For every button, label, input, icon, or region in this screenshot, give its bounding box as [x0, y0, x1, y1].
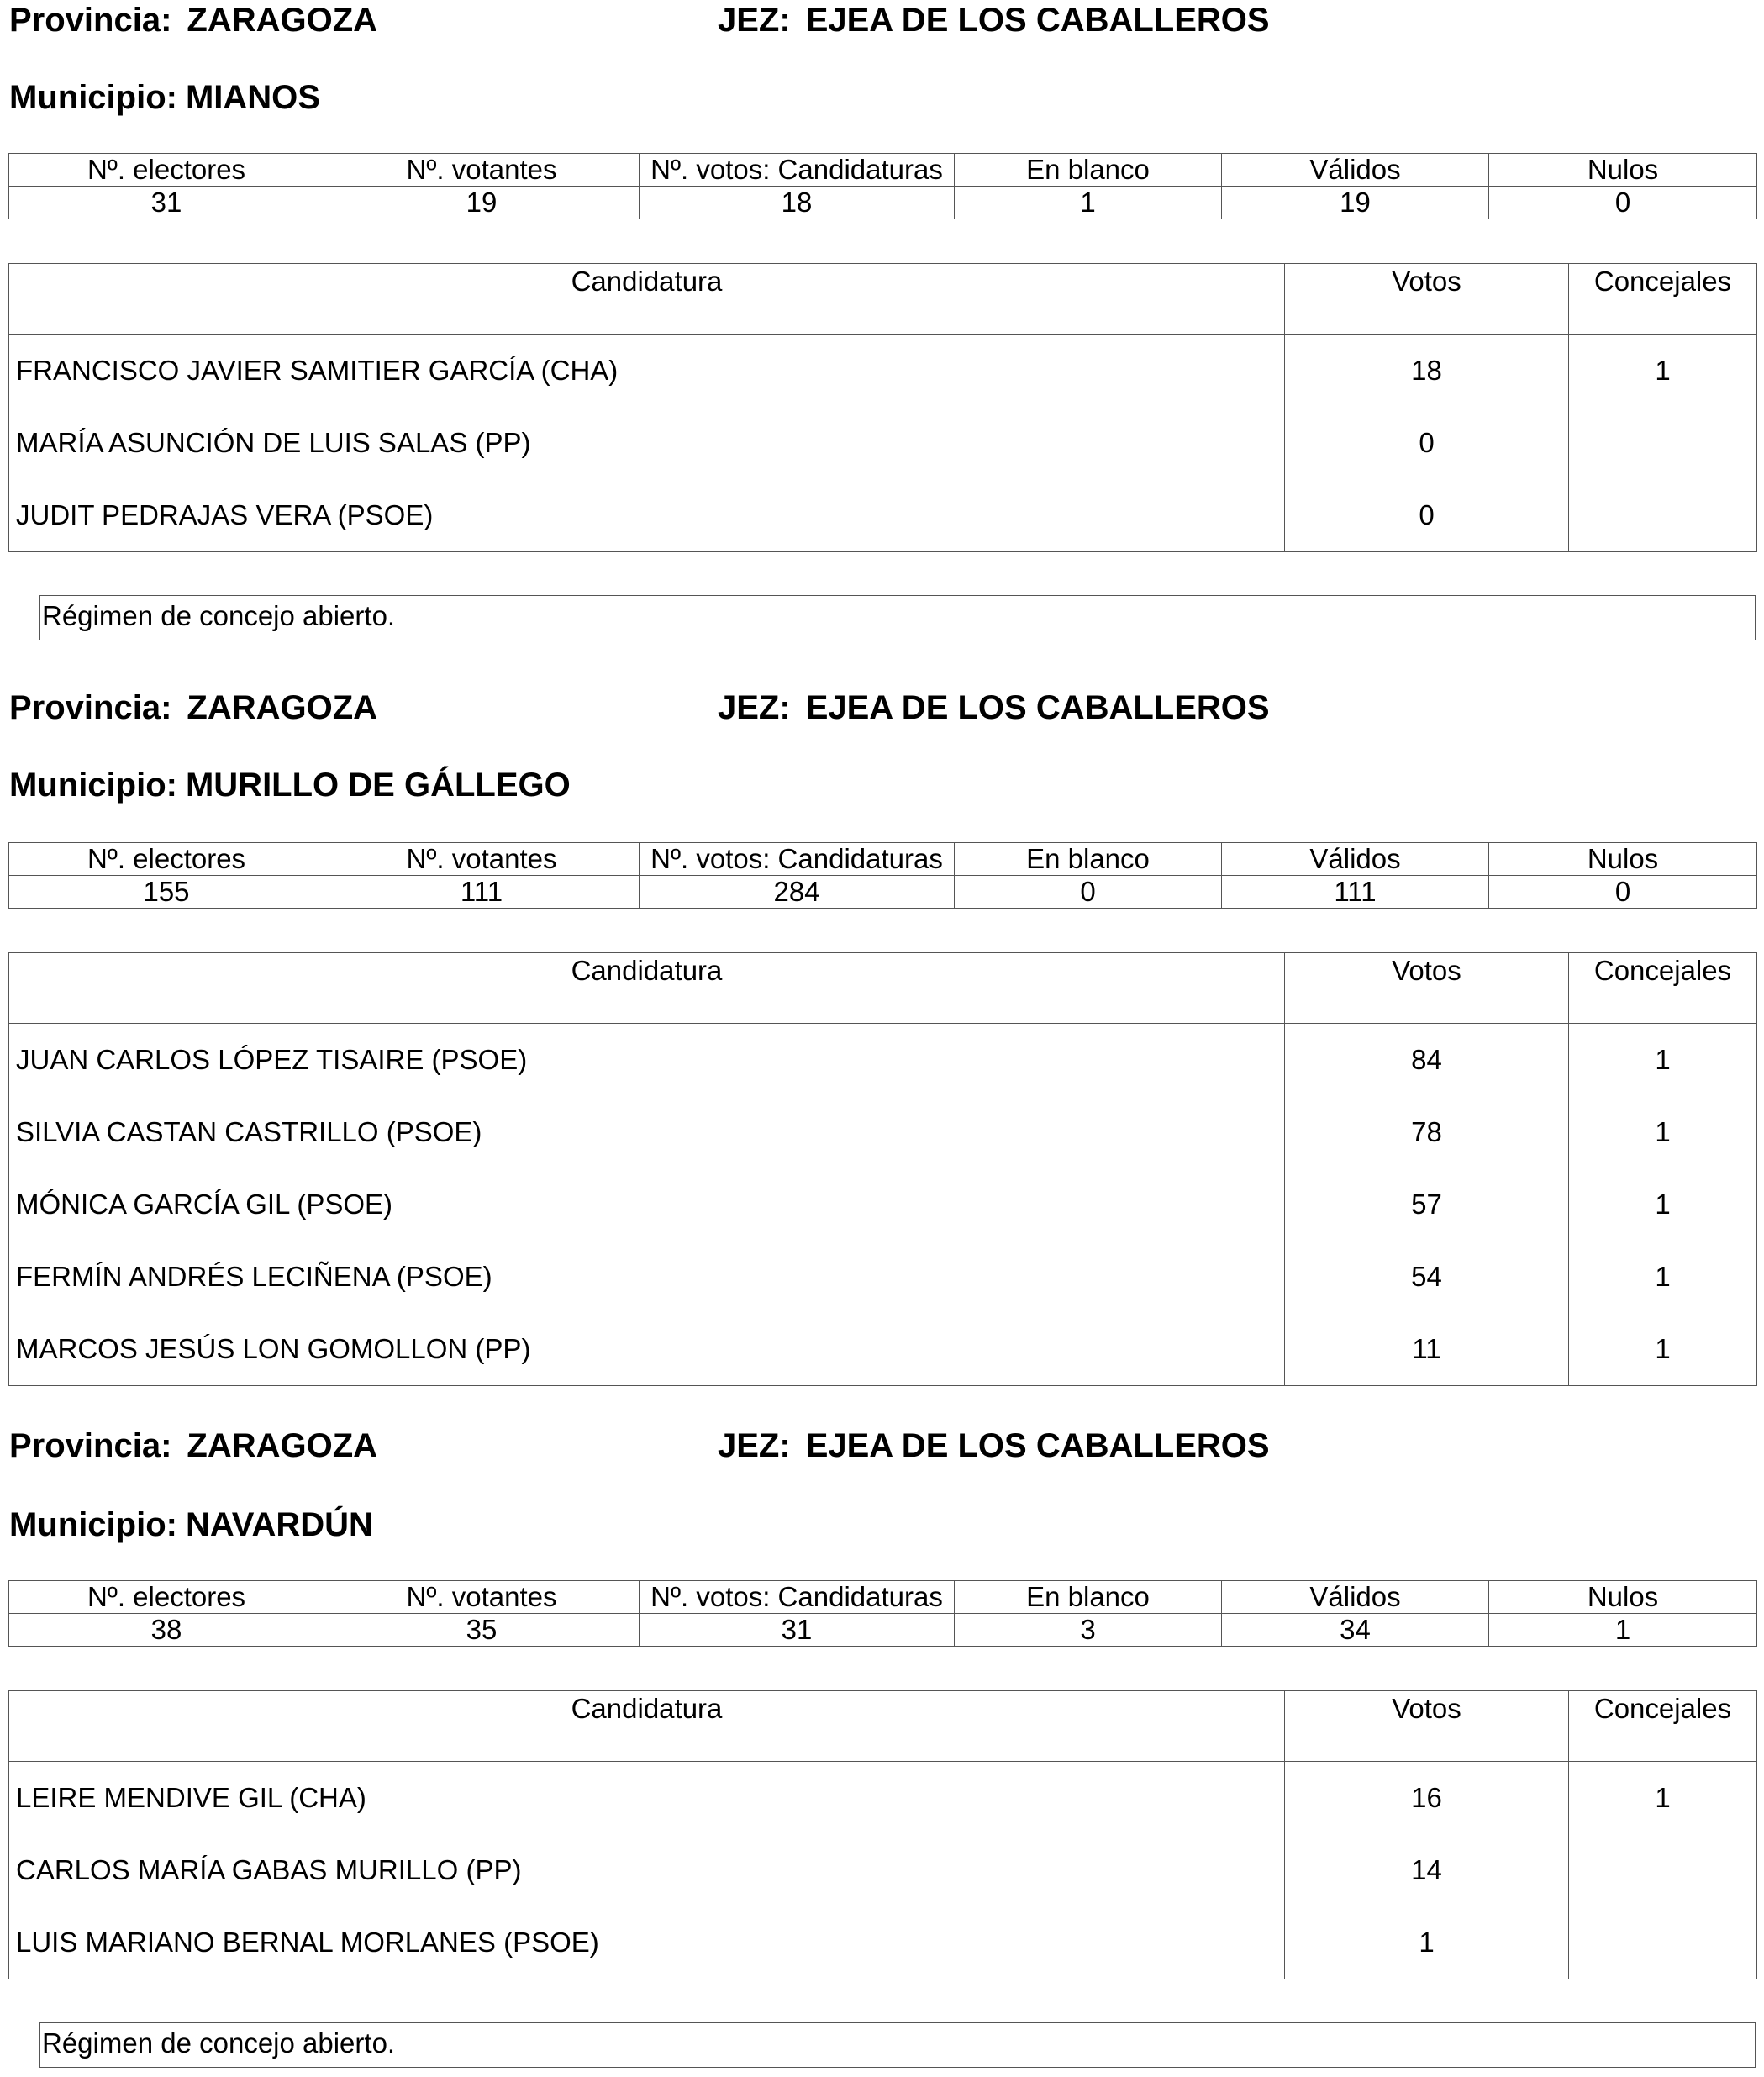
- candidate-votos: 78: [1285, 1096, 1569, 1168]
- stats-header: Válidos: [1222, 843, 1489, 876]
- jez: [718, 689, 1270, 727]
- stats-header: En blanco: [955, 154, 1222, 187]
- candidate-concejales: 1: [1569, 1096, 1757, 1168]
- stats-value: 155: [9, 876, 324, 909]
- candidatura-header: Candidatura: [9, 953, 1285, 1024]
- header-row: [9, 689, 1757, 728]
- candidate-name: JUAN CARLOS LÓPEZ TISAIRE (PSOE): [9, 1024, 1285, 1097]
- candidate-concejales: [1569, 407, 1757, 479]
- provincia-label: Provincia:: [9, 689, 172, 726]
- votos-header: Votos: [1285, 953, 1569, 1024]
- candidate-concejales: 1: [1569, 1762, 1757, 1835]
- candidate-votos: 0: [1285, 479, 1569, 552]
- stats-header: Nulos: [1489, 1581, 1757, 1614]
- stats-header-row: [9, 843, 1757, 876]
- stats-header: En blanco: [955, 1581, 1222, 1614]
- regimen-note: Régimen de concejo abierto.: [39, 595, 1756, 640]
- candidate-name: MARCOS JESÚS LON GOMOLLON (PP): [9, 1313, 1285, 1386]
- jez-label: JEZ:: [718, 2, 791, 39]
- stats-header: Válidos: [1222, 1581, 1489, 1614]
- candidate-votos: 84: [1285, 1024, 1569, 1097]
- stats-value: 19: [1222, 187, 1489, 219]
- stats-header-row: [9, 1581, 1757, 1614]
- provincia-value: ZARAGOZA: [187, 689, 378, 726]
- stats-table: [8, 842, 1757, 909]
- jez-value: EJEA DE LOS CABALLEROS: [805, 689, 1270, 726]
- stats-header: Válidos: [1222, 154, 1489, 187]
- municipio-label: Municipio:: [9, 767, 177, 804]
- stats-value: 1: [955, 187, 1222, 219]
- stats-value: 35: [324, 1614, 640, 1647]
- candidate-name: MÓNICA GARCÍA GIL (PSOE): [9, 1168, 1285, 1241]
- stats-value: 0: [955, 876, 1222, 909]
- stats-header: Nulos: [1489, 154, 1757, 187]
- votos-header: Votos: [1285, 264, 1569, 335]
- candidate-votos: 0: [1285, 407, 1569, 479]
- candidate-row: [9, 1313, 1757, 1386]
- municipio-label: Municipio:: [9, 79, 177, 116]
- stats-header: Nº. votantes: [324, 1581, 640, 1614]
- stats-header: Nº. votantes: [324, 843, 640, 876]
- candidate-row: [9, 1762, 1757, 1835]
- provincia: [9, 2, 377, 40]
- candidate-votos: 57: [1285, 1168, 1569, 1241]
- candidate-concejales: 1: [1569, 1168, 1757, 1241]
- stats-value: 3: [955, 1614, 1222, 1647]
- votos-header: Votos: [1285, 1691, 1569, 1762]
- candidate-name: JUDIT PEDRAJAS VERA (PSOE): [9, 479, 1285, 552]
- concejales-header: Concejales: [1569, 1691, 1757, 1762]
- stats-header: Nº. electores: [9, 154, 324, 187]
- candidate-name: CARLOS MARÍA GABAS MURILLO (PP): [9, 1834, 1285, 1906]
- candidate-concejales: [1569, 1906, 1757, 1979]
- municipio-value: MURILLO DE GÁLLEGO: [185, 767, 571, 804]
- stats-value: 0: [1489, 876, 1757, 909]
- stats-value: 19: [324, 187, 640, 219]
- municipio: [9, 79, 320, 117]
- concejales-header: Concejales: [1569, 953, 1757, 1024]
- concejales-header: Concejales: [1569, 264, 1757, 335]
- candidates-table: [8, 1690, 1757, 1979]
- municipio-value: MIANOS: [185, 79, 320, 116]
- candidates-header-row: [9, 953, 1757, 1024]
- municipio-label: Municipio:: [9, 1506, 177, 1543]
- stats-header: Nº. votos: Candidaturas: [640, 154, 955, 187]
- stats-value: 284: [640, 876, 955, 909]
- stats-value: 1: [1489, 1614, 1757, 1647]
- regimen-note: Régimen de concejo abierto.: [39, 2022, 1756, 2068]
- stats-header: Nº. votantes: [324, 154, 640, 187]
- stats-value: 34: [1222, 1614, 1489, 1647]
- stats-value-row: [9, 876, 1757, 909]
- candidates-header-row: [9, 1691, 1757, 1762]
- candidate-votos: 54: [1285, 1241, 1569, 1313]
- provincia-value: ZARAGOZA: [187, 2, 378, 39]
- stats-value: 18: [640, 187, 955, 219]
- stats-value: 31: [640, 1614, 955, 1647]
- municipio: [9, 767, 571, 804]
- stats-value: 38: [9, 1614, 324, 1647]
- stats-header: Nulos: [1489, 843, 1757, 876]
- candidates-table: [8, 263, 1757, 552]
- provincia: [9, 689, 377, 727]
- stats-header: En blanco: [955, 843, 1222, 876]
- provincia-label: Provincia:: [9, 1427, 172, 1464]
- jez-value: EJEA DE LOS CABALLEROS: [805, 2, 1270, 39]
- jez-label: JEZ:: [718, 1427, 791, 1464]
- candidate-concejales: [1569, 479, 1757, 552]
- candidatura-header: Candidatura: [9, 1691, 1285, 1762]
- stats-header: Nº. votos: Candidaturas: [640, 843, 955, 876]
- header-row: [9, 1427, 1757, 1466]
- candidate-votos: 11: [1285, 1313, 1569, 1386]
- candidate-concejales: 1: [1569, 1024, 1757, 1097]
- candidate-row: [9, 335, 1757, 408]
- candidate-name: FERMÍN ANDRÉS LECIÑENA (PSOE): [9, 1241, 1285, 1313]
- candidate-votos: 18: [1285, 335, 1569, 408]
- candidate-votos: 16: [1285, 1762, 1569, 1835]
- candidate-row: [9, 1834, 1757, 1906]
- candidates-header-row: [9, 264, 1757, 335]
- stats-value-row: [9, 1614, 1757, 1647]
- candidate-votos: 1: [1285, 1906, 1569, 1979]
- candidatura-header: Candidatura: [9, 264, 1285, 335]
- candidate-row: [9, 1906, 1757, 1979]
- candidate-row: [9, 1024, 1757, 1097]
- candidate-concejales: 1: [1569, 1241, 1757, 1313]
- candidate-row: [9, 1241, 1757, 1313]
- candidate-name: LUIS MARIANO BERNAL MORLANES (PSOE): [9, 1906, 1285, 1979]
- candidate-name: SILVIA CASTAN CASTRILLO (PSOE): [9, 1096, 1285, 1168]
- jez: [718, 2, 1270, 40]
- stats-value: 31: [9, 187, 324, 219]
- candidate-row: [9, 1096, 1757, 1168]
- stats-table: [8, 1580, 1757, 1647]
- stats-header: Nº. electores: [9, 843, 324, 876]
- provincia-label: Provincia:: [9, 2, 172, 39]
- stats-value-row: [9, 187, 1757, 219]
- stats-header-row: [9, 154, 1757, 187]
- candidate-concejales: 1: [1569, 1313, 1757, 1386]
- header-row: [9, 2, 1757, 40]
- candidate-concejales: 1: [1569, 335, 1757, 408]
- stats-value: 111: [324, 876, 640, 909]
- candidate-name: MARÍA ASUNCIÓN DE LUIS SALAS (PP): [9, 407, 1285, 479]
- candidate-votos: 14: [1285, 1834, 1569, 1906]
- stats-table: [8, 153, 1757, 219]
- provincia: [9, 1427, 377, 1465]
- candidate-row: [9, 479, 1757, 552]
- candidate-concejales: [1569, 1834, 1757, 1906]
- stats-value: 111: [1222, 876, 1489, 909]
- municipio: [9, 1506, 373, 1544]
- candidate-row: [9, 407, 1757, 479]
- stats-header: Nº. votos: Candidaturas: [640, 1581, 955, 1614]
- candidate-name: LEIRE MENDIVE GIL (CHA): [9, 1762, 1285, 1835]
- candidate-name: FRANCISCO JAVIER SAMITIER GARCÍA (CHA): [9, 335, 1285, 408]
- stats-header: Nº. electores: [9, 1581, 324, 1614]
- candidate-row: [9, 1168, 1757, 1241]
- municipio-value: NAVARDÚN: [185, 1506, 373, 1543]
- stats-value: 0: [1489, 187, 1757, 219]
- jez: [718, 1427, 1270, 1465]
- provincia-value: ZARAGOZA: [187, 1427, 378, 1464]
- candidates-table: [8, 952, 1757, 1386]
- jez-label: JEZ:: [718, 689, 791, 726]
- jez-value: EJEA DE LOS CABALLEROS: [805, 1427, 1270, 1464]
